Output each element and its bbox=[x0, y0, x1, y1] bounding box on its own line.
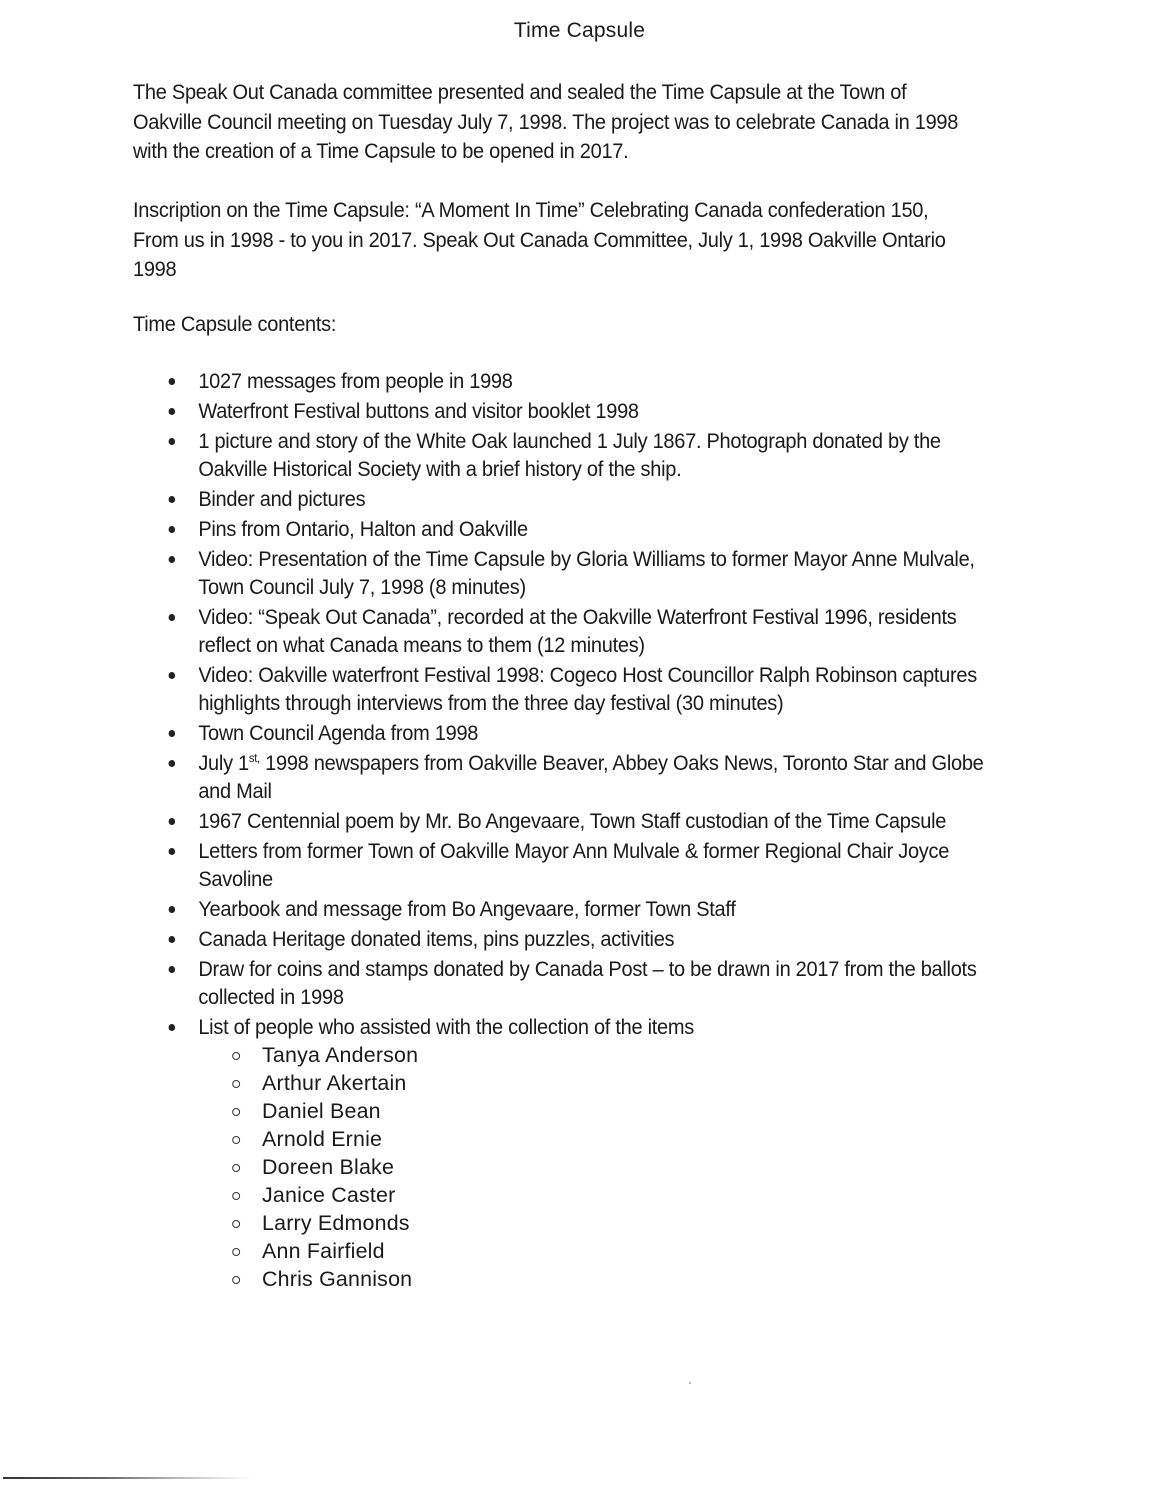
list-item bbox=[163, 719, 1000, 747]
contents-heading: Time Capsule contents: bbox=[133, 312, 337, 336]
list-item bbox=[163, 661, 1000, 717]
list-item-text: 1967 Centennial poem by Mr. Bo Angevaare, Town Staff custodian of the Time Capsule bbox=[198, 809, 947, 833]
list-item-text: Yearbook and message from Bo Angevaare, former Town Staff bbox=[198, 897, 736, 921]
circle-bullet-icon bbox=[232, 1164, 240, 1172]
list-item bbox=[163, 515, 1000, 543]
list-item-text: Binder and pictures bbox=[198, 487, 366, 511]
bullet-icon bbox=[169, 378, 176, 385]
bullet-icon bbox=[169, 966, 176, 973]
list-item-text: Town Council Agenda from 1998 bbox=[198, 721, 479, 745]
helper-name: Ann Fairfield bbox=[262, 1239, 385, 1263]
helper-item bbox=[198, 1125, 1056, 1153]
list-item-text: Draw for coins and stamps donated by Canada Post – to be drawn in 2017 from the ballots collected in 1998 bbox=[198, 957, 977, 1009]
bullet-icon bbox=[169, 1024, 176, 1031]
list-item-text bbox=[198, 751, 983, 803]
helpers-list bbox=[198, 1041, 1000, 1293]
list-item bbox=[163, 367, 1000, 395]
helper-item bbox=[198, 1237, 1056, 1265]
list-item bbox=[163, 807, 1000, 835]
helper-name: Arthur Akertain bbox=[262, 1071, 407, 1095]
bullet-icon bbox=[169, 906, 176, 913]
scan-speck bbox=[689, 1382, 691, 1384]
helper-name: Daniel Bean bbox=[262, 1099, 381, 1123]
circle-bullet-icon bbox=[232, 1192, 240, 1200]
circle-bullet-icon bbox=[232, 1108, 240, 1116]
newspaper-text: 1998 newspapers from Oakville Beaver, Abbey Oaks News, Toronto Star and Globe and Mail bbox=[198, 751, 984, 803]
list-item bbox=[163, 895, 1000, 923]
list-item bbox=[163, 749, 1000, 805]
helper-item bbox=[198, 1265, 1056, 1293]
circle-bullet-icon bbox=[232, 1080, 240, 1088]
list-item-text: Pins from Ontario, Halton and Oakville bbox=[198, 517, 528, 541]
bullet-icon bbox=[169, 556, 176, 563]
intro-paragraph: The Speak Out Canada committee presented and sealed the Time Capsule at the Town of Oakville Council meeting on Tuesday July 7, 1998. The project was to celebrate Canada in 1998 with the creation of a Time Capsule to be opened in 2017. bbox=[133, 80, 959, 163]
helper-item bbox=[198, 1041, 1056, 1069]
list-item-text: Video: Presentation of the Time Capsule by Gloria Williams to former Mayor Anne Mulvale, Town Council July 7, 1998 (8 minutes) bbox=[198, 547, 975, 599]
bullet-icon bbox=[169, 760, 176, 767]
helper-item bbox=[198, 1181, 1056, 1209]
list-item-text: Video: Oakville waterfront Festival 1998: Cogeco Host Councillor Ralph Robinson captures highlights through interviews from the three day festival (30 minutes) bbox=[198, 663, 977, 715]
list-item bbox=[163, 397, 1000, 425]
list-item bbox=[163, 955, 1000, 1011]
bullet-icon bbox=[169, 408, 176, 415]
list-item-text: Letters from former Town of Oakville Mayor Ann Mulvale & former Regional Chair Joyce Savoline bbox=[198, 839, 950, 891]
helper-item bbox=[198, 1153, 1056, 1181]
bullet-icon bbox=[169, 936, 176, 943]
list-item bbox=[163, 485, 1000, 513]
helper-item bbox=[198, 1209, 1056, 1237]
bullet-icon bbox=[169, 848, 176, 855]
contents-list bbox=[163, 367, 1000, 1295]
helper-name: Janice Caster bbox=[262, 1183, 396, 1207]
list-item-text: List of people who assisted with the collection of the items bbox=[198, 1015, 694, 1039]
list-item bbox=[163, 427, 1000, 483]
circle-bullet-icon bbox=[232, 1276, 240, 1284]
bullet-icon bbox=[169, 526, 176, 533]
bullet-icon bbox=[169, 672, 176, 679]
circle-bullet-icon bbox=[232, 1220, 240, 1228]
scan-artifact-line bbox=[3, 1477, 253, 1479]
list-item bbox=[163, 545, 1000, 601]
list-item bbox=[163, 603, 1000, 659]
helper-item bbox=[198, 1069, 1056, 1097]
list-item-text: 1027 messages from people in 1998 bbox=[198, 369, 513, 393]
circle-bullet-icon bbox=[232, 1248, 240, 1256]
bullet-icon bbox=[169, 818, 176, 825]
helper-name: Arnold Ernie bbox=[262, 1127, 383, 1151]
helper-name: Chris Gannison bbox=[262, 1267, 413, 1291]
inscription-paragraph: Inscription on the Time Capsule: “A Moment In Time” Celebrating Canada confederation 150, From us in 1998 - to you in 2017. Speak Out Canada Committee, July 1, 1998 Oakville Ontario 1998 bbox=[133, 198, 946, 281]
helper-name: Larry Edmonds bbox=[262, 1211, 410, 1235]
bullet-icon bbox=[169, 438, 176, 445]
list-item-text: 1 picture and story of the White Oak launched 1 July 1867. Photograph donated by the Oakville Historical Society with a brief history of the ship. bbox=[198, 429, 941, 481]
newspaper-date: July 1 bbox=[198, 751, 249, 775]
list-item-text: Video: “Speak Out Canada”, recorded at the Oakville Waterfront Festival 1996, residents reflect on what Canada means to them (12 minutes) bbox=[198, 605, 957, 657]
helper-item bbox=[198, 1097, 1056, 1125]
ordinal-suffix: st, bbox=[248, 751, 260, 765]
list-item bbox=[163, 837, 1000, 893]
list-item-text: Canada Heritage donated items, pins puzzles, activities bbox=[198, 927, 675, 951]
list-item bbox=[163, 925, 1000, 953]
bullet-icon bbox=[169, 730, 176, 737]
helper-name: Doreen Blake bbox=[262, 1155, 395, 1179]
list-item bbox=[163, 1013, 1000, 1293]
document-title: Time Capsule bbox=[513, 19, 646, 42]
circle-bullet-icon bbox=[232, 1136, 240, 1144]
bullet-icon bbox=[169, 614, 176, 621]
helper-name: Tanya Anderson bbox=[262, 1043, 419, 1067]
list-item-text: Waterfront Festival buttons and visitor booklet 1998 bbox=[198, 399, 639, 423]
bullet-icon bbox=[169, 496, 176, 503]
circle-bullet-icon bbox=[232, 1052, 240, 1060]
